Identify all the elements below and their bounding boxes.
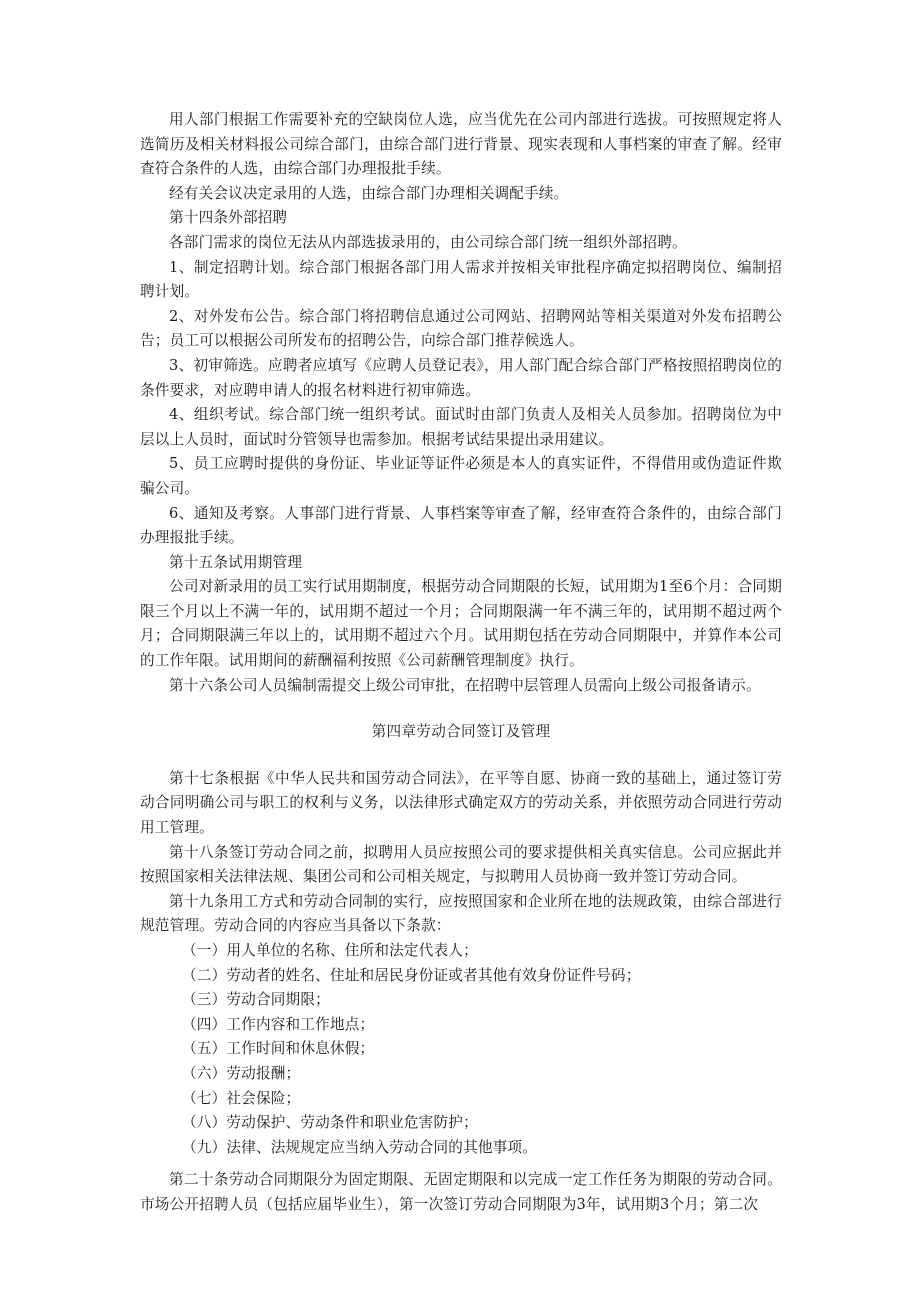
step-3-screening: 3、初审筛选。应聘者应填写《应聘人员登记表》，用人部门配合综合部门严格按照招聘岗位的条件要求，对应聘申请人的报名材料进行初审筛选。 <box>140 356 782 399</box>
list-item: （九）法律、法规规定应当纳入劳动合同的其他事项。 <box>182 1138 538 1156</box>
list-item: （三）劳动合同期限； <box>182 991 330 1009</box>
list-item: （五）工作时间和休息休假； <box>182 1040 375 1058</box>
list-item: （八）劳动保护、劳动条件和职业危害防护； <box>182 1114 478 1132</box>
list-item: （七）社会保险； <box>182 1089 301 1107</box>
article-18: 第十八条签订劳动合同之前，拟聘用人员应按照公司的要求提供相关真实信息。公司应据此并按照国家相关法律法规、集团公司和公司相关规定，与拟聘用人员协商一致并签订劳动合同。 <box>140 843 782 886</box>
step-6-notice: 6、通知及考察。人事部门进行背景、人事档案等审查了解，经审查符合条件的，由综合部门办理报批手续。 <box>140 504 782 547</box>
step-5-documents: 5、员工应聘时提供的身份证、毕业证等证件必须是本人的真实证件，不得借用或伪造证件欺骗公司。 <box>140 455 782 497</box>
article-14-heading: 第十四条外部招聘 <box>169 209 288 227</box>
step-2-announcement: 2、对外发布公告。综合部门将招聘信息通过公司网站、招聘网站等相关渠道对外发布招聘公告；员工可以根据公司所发布的招聘公告，向综合部门推荐候选人。 <box>140 307 782 350</box>
step-4-exam: 4、组织考试。综合部门统一组织考试。面试时由部门负责人及相关人员参加。招聘岗位为中层以上人员时，面试时分管领导也需参加。根据考试结果提出录用建议。 <box>140 406 782 448</box>
article-15-heading: 第十五条试用期管理 <box>169 553 303 571</box>
list-item: （一）用人单位的名称、住所和法定代表人； <box>182 942 478 959</box>
article-20: 第二十条劳动合同期限分为固定期限、无固定期限和以完成一定工作任务为期限的劳动合同。市场公开招聘人员（包括应届毕业生），第一次签订劳动合同期限为3年，试用期3个月；第二次 <box>140 1171 782 1213</box>
list-item: （二）劳动者的姓名、住址和居民身份证或者其他有效身份证件号码； <box>182 966 641 984</box>
article-17: 第十七条根据《中华人民共和国劳动合同法》，在平等自愿、协商一致的基础上，通过签订劳动合同明确公司与职工的权利与义务，以法律形式确定双方的劳动关系，并依照劳动合同进行劳动用工管理。 <box>140 769 782 837</box>
chapter-title: 第四章劳动合同签订及管理 <box>371 723 551 741</box>
paragraph-transfer-procedure: 经有关会议决定录用的人选，由综合部门办理相关调配手续。 <box>169 184 569 202</box>
list-item: （四）工作内容和工作地点； <box>182 1015 375 1033</box>
article-16: 第十六条公司人员编制需提交上级公司审批，在招聘中层管理人员需向上级公司报备请示。 <box>169 676 761 694</box>
step-1-plan: 1、制定招聘计划。综合部门根据各部门用人需求并按相关审批程序确定拟招聘岗位、编制招聘计划。 <box>140 258 782 301</box>
paragraph-internal-selection: 用人部门根据工作需要补充的空缺岗位人选，应当优先在公司内部进行选拔。可按照规定将人选简历及相关材料报公司综合部门，由综合部门进行背景、现实表现和人事档案的审查了解。经审查符合条件的人选，由综合部门办理报批手续。 <box>140 111 782 178</box>
article-19: 第十九条用工方式和劳动合同制的实行，应按照国家和企业所在地的法规政策，由综合部进行规范管理。劳动合同的内容应当具备以下条款： <box>140 892 782 935</box>
list-item: （六）劳动报酬； <box>182 1064 301 1082</box>
paragraph-external-recruitment: 各部门需求的岗位无法从内部选拔录用的，由公司综合部门统一组织外部招聘。 <box>169 233 687 251</box>
document-page <box>140 108 782 1218</box>
contract-clauses-list <box>140 939 782 1160</box>
paragraph-probation: 公司对新录用的员工实行试用期制度，根据劳动合同期限的长短，试用期为1至6个月：合同期限三个月以上不满一年的，试用期不超过一个月；合同期限满一年不满三年的，试用期不超过两个月；合同期限满三年以上的，试用期不超过六个月。试用期包括在劳动合同期限中，并算作本公司的工作年限。试用期间的薪酬福利按照《公司薪酬管理制度》执行。 <box>140 578 782 670</box>
